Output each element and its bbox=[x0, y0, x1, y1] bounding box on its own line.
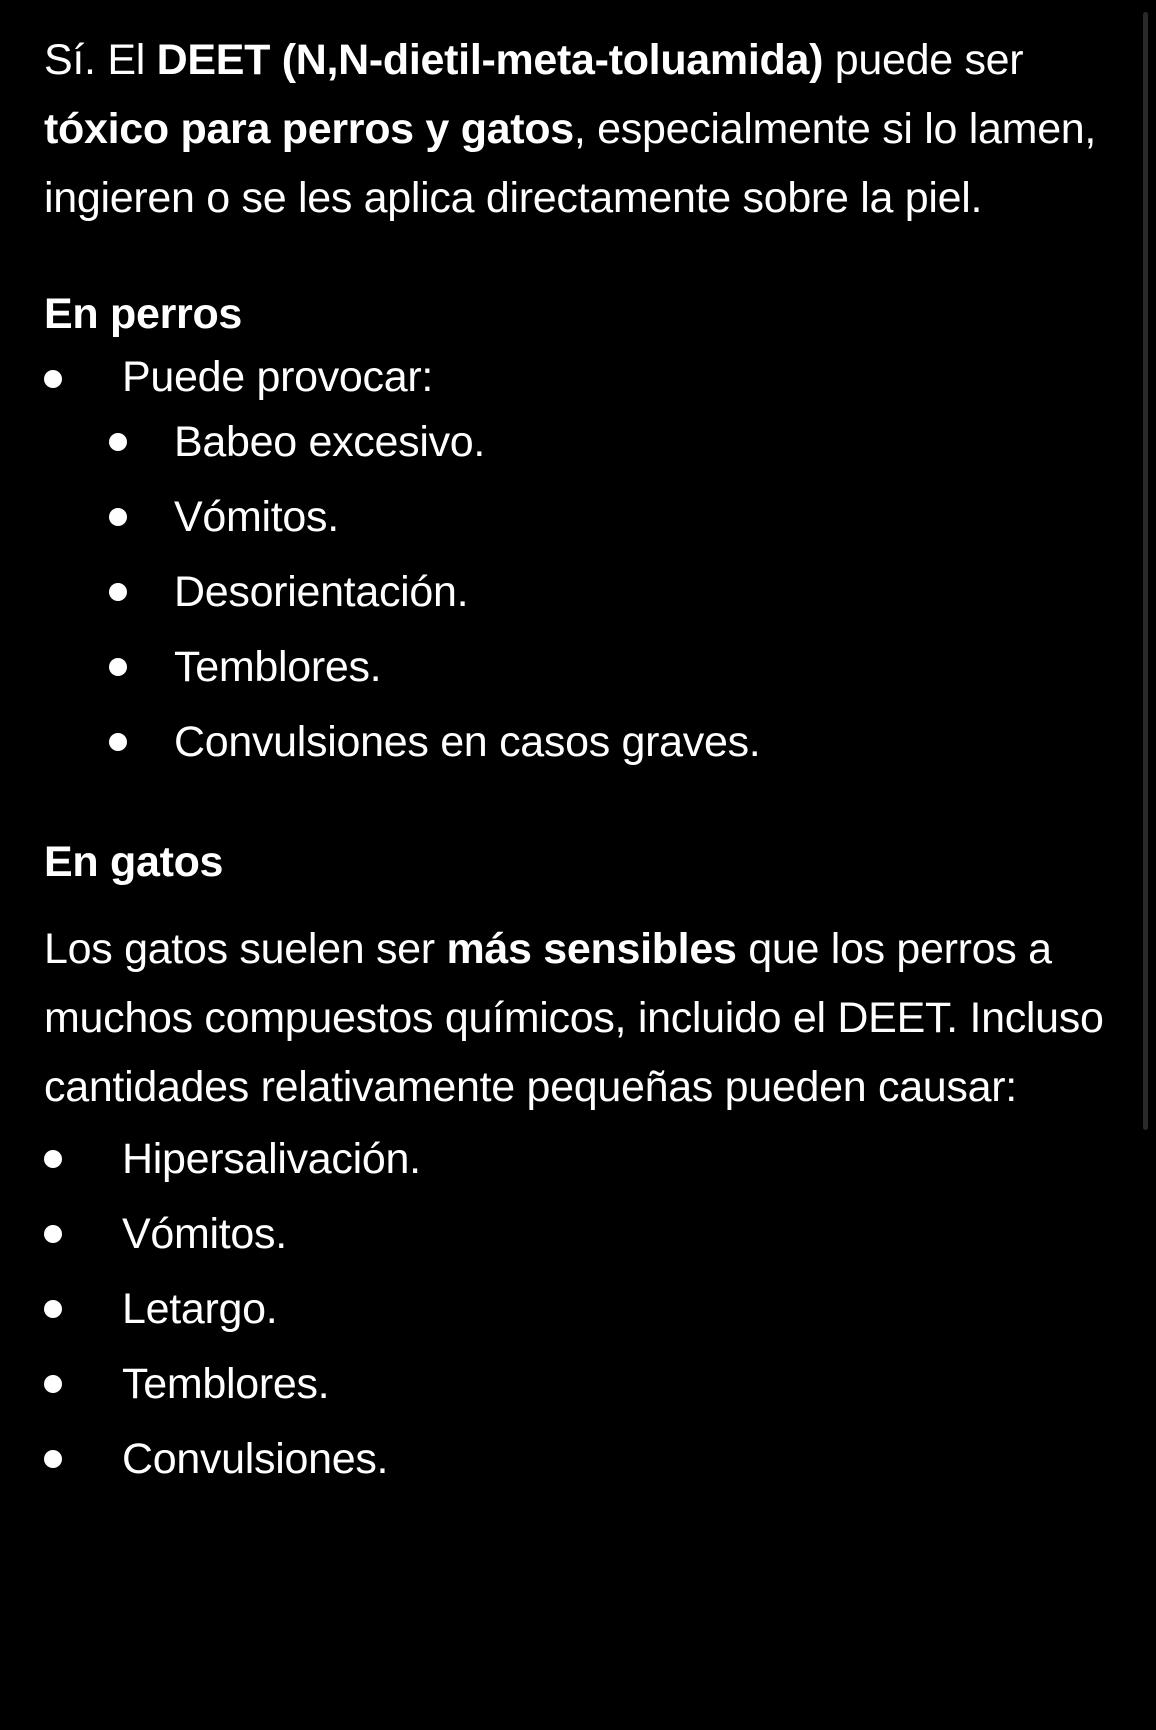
list-item-text: Vómitos. bbox=[174, 493, 339, 541]
list-item-text: Letargo. bbox=[122, 1285, 278, 1333]
intro-text-3: , especialmente si lo lamen, ingieren o se les aplica directamente sobre la piel. bbox=[44, 105, 1097, 222]
bullet-icon bbox=[109, 733, 127, 751]
intro-text-1: Sí. El bbox=[44, 36, 157, 84]
list-item-text: Temblores. bbox=[174, 643, 382, 691]
cats-paragraph bbox=[44, 915, 1114, 1122]
cats-bold-sensitive: más sensibles bbox=[446, 925, 737, 973]
bullet-icon bbox=[109, 508, 127, 526]
intro-paragraph bbox=[44, 26, 1114, 233]
list-item bbox=[109, 405, 1114, 480]
bullet-icon bbox=[44, 1300, 62, 1318]
bullet-icon bbox=[44, 1375, 62, 1393]
bullet-icon bbox=[44, 1150, 62, 1168]
list-item-text: Vómitos. bbox=[122, 1210, 287, 1258]
bullet-icon bbox=[44, 1225, 62, 1243]
list-item-text: Desorientación. bbox=[174, 568, 469, 616]
intro-text-2: puede ser bbox=[823, 36, 1024, 84]
list-item bbox=[109, 630, 1114, 705]
list-item bbox=[44, 1422, 1114, 1497]
list-item-text: Puede provocar: bbox=[122, 353, 434, 401]
bullet-icon bbox=[44, 370, 62, 388]
list-item bbox=[44, 1122, 1114, 1197]
list-item bbox=[44, 349, 1114, 780]
list-item bbox=[109, 555, 1114, 630]
list-item-text: Temblores. bbox=[122, 1360, 330, 1408]
bullet-icon bbox=[109, 433, 127, 451]
dogs-symptoms-list bbox=[109, 405, 1114, 780]
cats-text-2: que los perros a muchos compuestos químicos, incluido el DEET. Incluso cantidades relativamente pequeñas pueden causar: bbox=[44, 925, 1104, 1111]
list-item-text: Babeo excesivo. bbox=[174, 418, 486, 466]
list-item bbox=[44, 1197, 1114, 1272]
list-item-text: Hipersalivación. bbox=[122, 1135, 421, 1183]
list-item-text: Convulsiones en casos graves. bbox=[174, 718, 761, 766]
intro-bold-deet: DEET (N,N-dietil-meta-toluamida) bbox=[156, 36, 824, 84]
list-item bbox=[44, 1347, 1114, 1422]
bullet-icon bbox=[44, 1450, 62, 1468]
list-item-text: Convulsiones. bbox=[122, 1435, 389, 1483]
list-item bbox=[44, 1272, 1114, 1347]
list-item bbox=[109, 705, 1114, 780]
dogs-heading: En perros bbox=[44, 290, 243, 338]
message-content bbox=[44, 26, 1114, 1497]
bullet-icon bbox=[109, 583, 127, 601]
cats-text-1: Los gatos suelen ser bbox=[44, 925, 447, 973]
intro-bold-toxic: tóxico para perros y gatos bbox=[44, 105, 574, 153]
bullet-icon bbox=[109, 658, 127, 676]
dogs-list bbox=[44, 349, 1114, 780]
cats-symptoms-list bbox=[44, 1122, 1114, 1497]
list-item bbox=[109, 480, 1114, 555]
scrollbar[interactable] bbox=[1143, 12, 1148, 1130]
cats-heading: En gatos bbox=[44, 838, 224, 886]
